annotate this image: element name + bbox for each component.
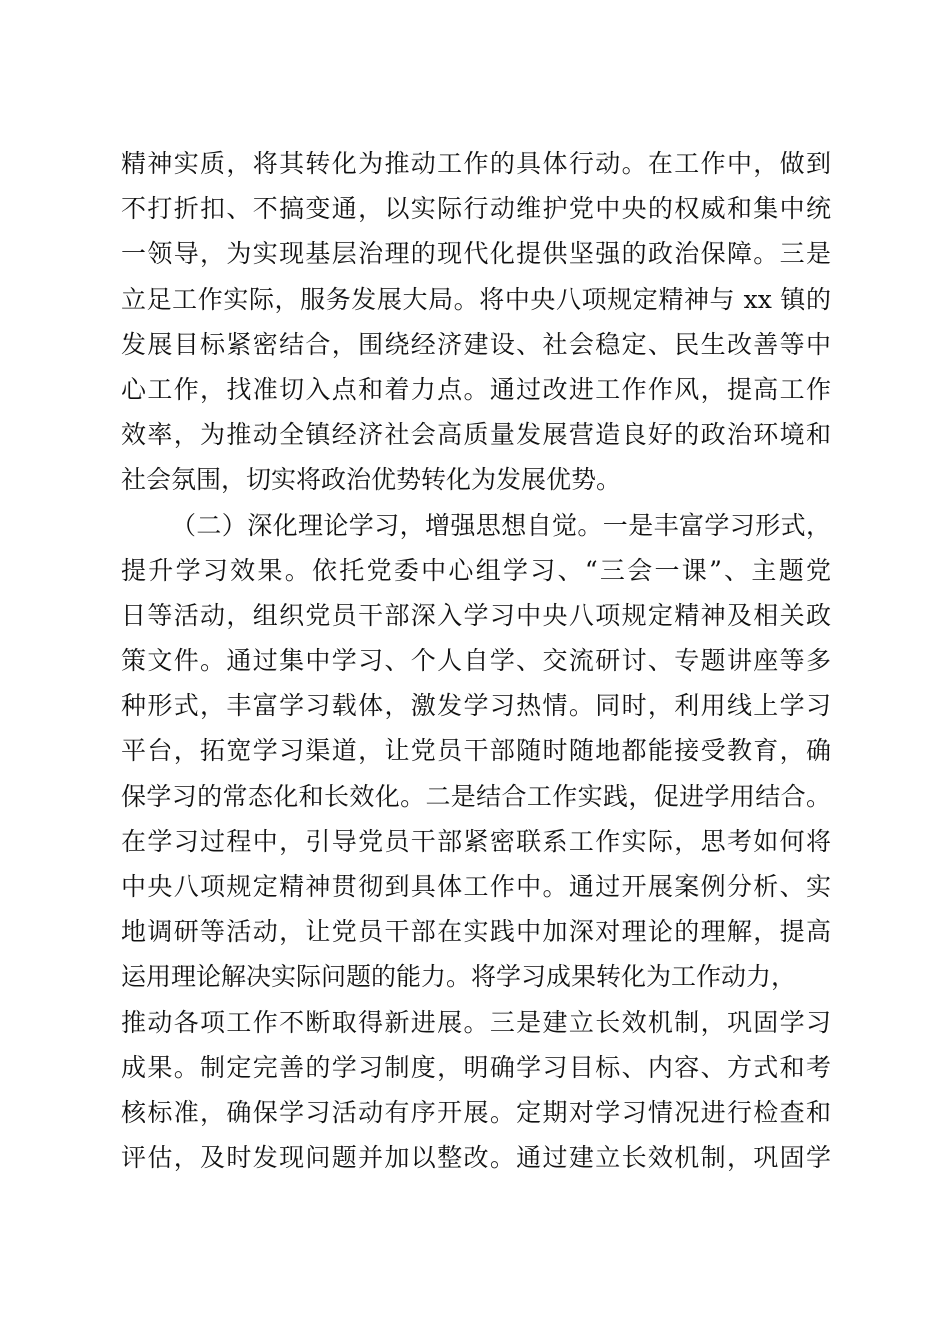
text-line: 地调研等活动，让党员干部在实践中加深对理论的理解，提高 <box>121 917 831 947</box>
text-line: 评估，及时发现问题并加以整改。通过建立长效机制，巩固学 <box>121 1143 831 1173</box>
text-line: 立足工作实际，服务发展大局。将中央八项规定精神与 xx 镇的 <box>121 284 831 314</box>
text-line: 运用理论解决实际问题的能力。将学习成果转化为工作动力， <box>121 962 797 992</box>
text-line: 中央八项规定精神贯彻到具体工作中。通过开展案例分析、实 <box>121 872 831 901</box>
text-line: 种形式，丰富学习载体，激发学习热情。同时，利用线上学习 <box>121 691 831 721</box>
text-line: 一领导，为实现基层治理的现代化提供坚强的政治保障。三是 <box>121 239 831 269</box>
text-line: 推动各项工作不断取得新进展。三是建立长效机制，巩固学习 <box>121 1007 831 1037</box>
text-line: 精神实质，将其转化为推动工作的具体行动。在工作中，做到 <box>121 149 831 178</box>
text-line: 成果。制定完善的学习制度，明确学习目标、内容、方式和考 <box>121 1052 831 1082</box>
body-text <box>121 141 831 1180</box>
text-line: 效率，为推动全镇经济社会高质量发展营造良好的政治环境和 <box>121 420 831 450</box>
text-line: 社会氛围，切实将政治优势转化为发展优势。 <box>121 465 622 495</box>
text-line: 保学习的常态化和长效化。二是结合工作实践，促进学用结合。 <box>121 781 831 811</box>
text-line: 核标准，确保学习活动有序开展。定期对学习情况进行检查和 <box>121 1097 831 1127</box>
text-line: 不打折扣、不搞变通，以实际行动维护党中央的权威和集中统 <box>121 194 831 224</box>
text-line: 心工作，找准切入点和着力点。通过改进工作作风，提高工作 <box>121 374 831 404</box>
text-line: 在学习过程中，引导党员干部紧密联系工作实际，思考如何将 <box>121 826 831 856</box>
text-line: 发展目标紧密结合，围绕经济建设、社会稳定、民生改善等中 <box>121 329 831 359</box>
text-line: 平台，拓宽学习渠道，让党员干部随时随地都能接受教育，确 <box>121 736 831 766</box>
text-line: 提升学习效果。依托党委中心组学习、“三会一课”、主题党 <box>121 555 831 585</box>
section-heading-line: （二）深化理论学习，增强思想自觉。一是丰富学习形式， <box>171 510 831 540</box>
text-line: 策文件。通过集中学习、个人自学、交流研讨、专题讲座等多 <box>121 646 831 676</box>
text-line: 日等活动，组织党员干部深入学习中央八项规定精神及相关政 <box>121 600 831 630</box>
